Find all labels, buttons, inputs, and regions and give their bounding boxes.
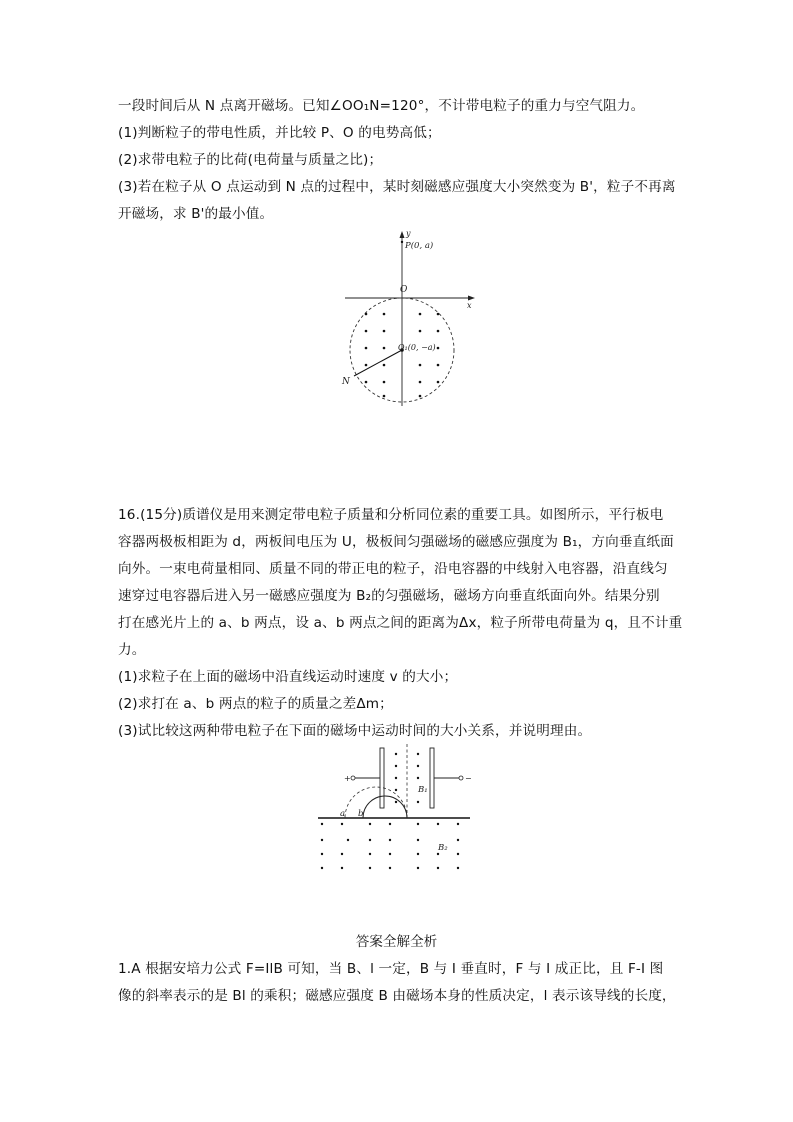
figure-circular-field xyxy=(330,228,480,408)
right-terminal xyxy=(459,776,463,780)
q16-text-line-6: 力。 xyxy=(118,642,146,658)
label-o: O xyxy=(400,285,408,295)
label-a: a xyxy=(340,809,346,819)
q16-subquestion-1: (1)求粒子在上面的磁场中沿直线运动时速度 v 的大小； xyxy=(118,669,458,685)
plus-sign: + xyxy=(344,774,351,783)
trajectory-a xyxy=(345,787,407,818)
label-n: N xyxy=(342,377,350,387)
q16-text-line-5: 打在感光片上的 a、b 两点，设 a、b 两点之间的距离为Δx，粒子所带电荷量为 q，且不计重 xyxy=(118,615,683,631)
label-b: b xyxy=(358,809,364,819)
q16-text-line-2: 容器两极板相距为 d，两板间电压为 U，极板间匀强磁场的磁感应强度为 B₁，方向垂直纸面 xyxy=(118,534,674,550)
q15-subquestion-1: (1)判断粒子的带电性质，并比较 P、O 的电势高低； xyxy=(118,125,441,141)
figure-mass-spectrometer xyxy=(310,742,480,874)
left-terminal xyxy=(351,776,355,780)
answer-1-line-1: 1.A 根据安培力公式 F=IlB 可知，当 B、l 一定，B 与 I 垂直时，F 与 I 成正比，且 F-I 图 xyxy=(118,961,664,977)
left-plate xyxy=(380,748,384,808)
answer-1-line-2: 像的斜率表示的是 Bl 的乘积；磁感应强度 B 由磁场本身的性质决定，l 表示该导线的长度， xyxy=(118,988,676,1004)
q16-text-line-3: 向外。一束电荷量相同、质量不同的带正电的粒子，沿电容器的中线射入电容器，沿直线匀 xyxy=(118,561,668,577)
answers-heading: 答案全解全析 xyxy=(355,934,438,950)
label-o1: O₁(0, −a) xyxy=(398,343,436,352)
label-p: P(0, a) xyxy=(405,241,434,251)
q15-subquestion-2: (2)求带电粒子的比荷(电荷量与质量之比)； xyxy=(118,152,383,168)
q15-subquestion-3-line-1: (3)若在粒子从 O 点运动到 N 点的过程中，某时刻磁感应强度大小突然变为 B'，粒子不再离 xyxy=(118,179,676,195)
label-x: x xyxy=(467,301,472,310)
label-b2: B₂ xyxy=(438,843,448,853)
x-axis-arrow xyxy=(468,296,475,301)
q16-subquestion-2: (2)求打在 a、b 两点的粒子的质量之差Δm； xyxy=(118,696,393,712)
y-axis-arrow xyxy=(400,231,405,238)
minus-sign: − xyxy=(465,774,472,783)
radius-o1-n xyxy=(354,350,402,376)
label-b1: B₁ xyxy=(418,785,428,795)
q16-text-line-1: 16.(15分)质谱仪是用来测定带电粒子质量和分析同位素的重要工具。如图所示，平行板电 xyxy=(118,507,664,523)
point-p xyxy=(401,241,403,243)
q16-text-line-4: 速穿过电容器后进入另一磁感应强度为 B₂的匀强磁场，磁场方向垂直纸面向外。结果分别 xyxy=(118,588,660,604)
q16-subquestion-3: (3)试比较这两种带电粒子在下面的磁场中运动时间的大小关系，并说明理由。 xyxy=(118,723,592,739)
label-y: y xyxy=(406,229,411,238)
q15-text-line-1: 一段时间后从 N 点离开磁场。已知∠OO₁N=120°，不计带电粒子的重力与空气阻力。 xyxy=(118,98,645,114)
right-plate xyxy=(430,748,434,808)
trajectory-b xyxy=(363,796,407,818)
q15-subquestion-3-line-2: 开磁场，求 B'的最小值。 xyxy=(118,206,274,222)
